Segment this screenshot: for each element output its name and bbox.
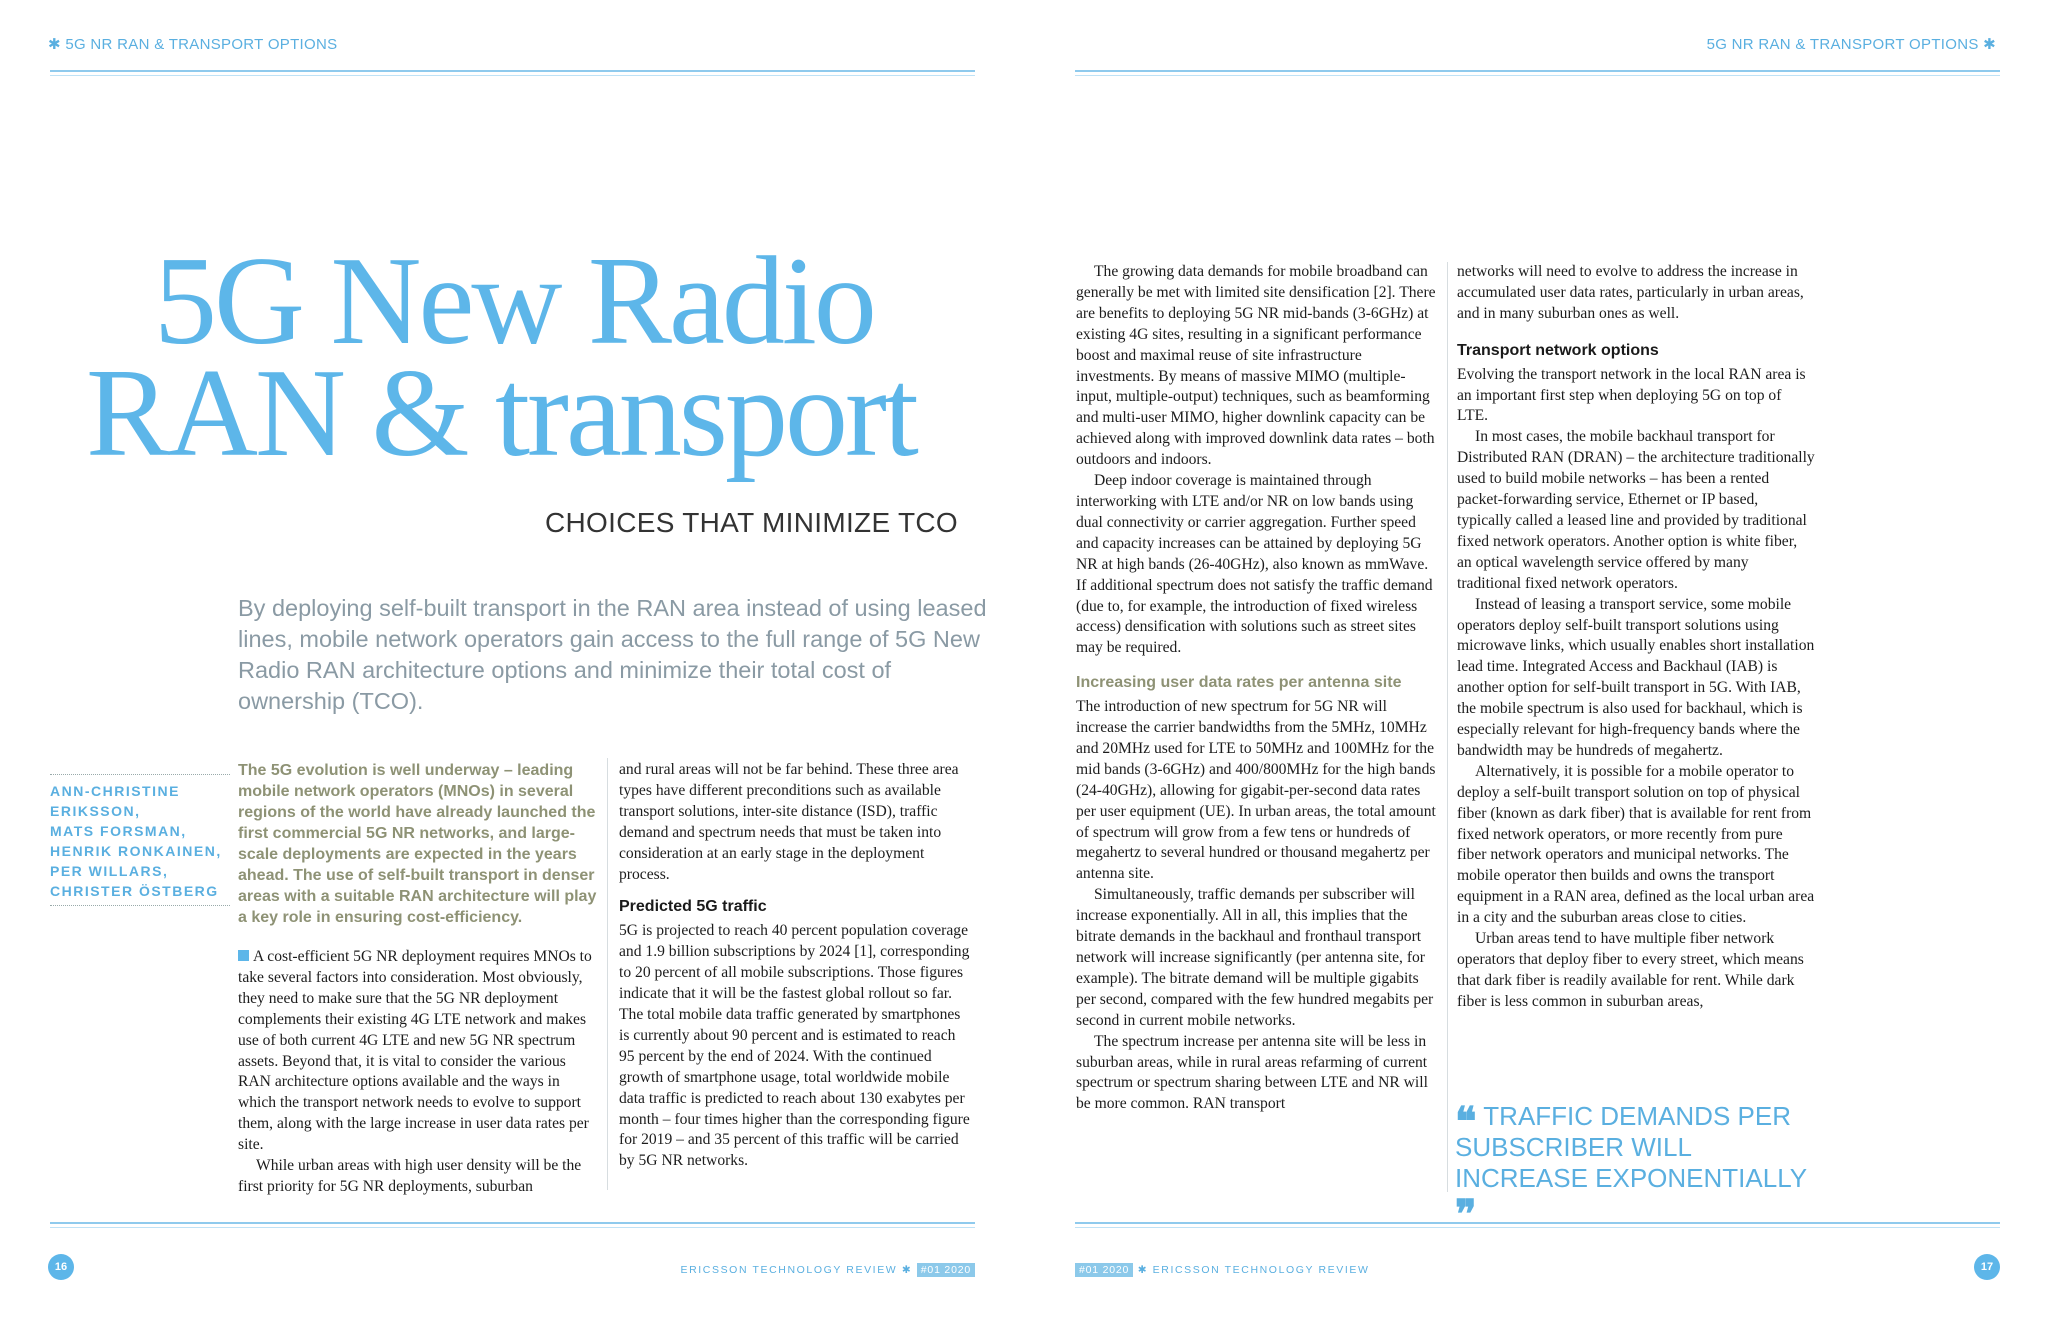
body-paragraph: Alternatively, it is possible for a mobile operator to deploy a self-built transport solution on top of physical fiber (known as dark fiber) that is available for rent from fixed network operators, or more recently from pure fiber network operators and municipal networks. The mobile operator then builds and owns the transport equipment in a RAN area, defined as the local urban area in a city and the suburban areas close to cities.: [1457, 762, 1815, 927]
body-paragraph: Simultaneously, traffic demands per subscriber will increase exponentially. All in all, this implies that the bitrate demands in the backhaul and fronthaul transport network will increase significantly (per antenna site, for example). The bitrate demand will be multiple gigabits per second, compared with the few hundred megabits per second in current mobile networks.: [1076, 886, 1434, 1029]
article-title-line-1: 5G New Radio: [154, 232, 874, 371]
section-marker-icon: [238, 950, 249, 961]
footer-left: [680, 1263, 975, 1277]
body-paragraph: Instead of leasing a transport service, some mobile operators deploy self-built transport solutions using microwave links, which usually enables short installation lead time. Integrated Access and Backhaul (IAB) is another option for self-built transport in 5G. With IAB, the mobile spectrum is also used for backhaul, which is especially relevant for high-frequency bands where the bandwidth may be hundreds of megahertz.: [1457, 595, 1815, 759]
author-line: CHRISTER ÖSTBERG: [50, 883, 219, 899]
pull-quote-text: TRAFFIC DEMANDS PER SUBSCRIBER WILL INCREASE EXPONENTIALLY: [1455, 1101, 1807, 1193]
author-line: MATS FORSMAN,: [50, 823, 187, 839]
body-paragraph: The growing data demands for mobile broadband can generally be met with limited site densification [2]. There are benefits to deploying 5G NR mid-bands (3-6GHz) at existing 4G sites, resulting in a significant performance boost and maximal reuse of site infrastructure investments. By means of massive MIMO (multiple-input, multiple-output) techniques, such as beamforming and multi-user MIMO, higher downlink capacity can be achieved along with improved downlink data rates – both outdoors and indoors.: [1076, 263, 1436, 469]
page-number-right: 17: [1974, 1254, 2000, 1280]
lead-paragraph: By deploying self-built transport in the RAN area instead of using leased lines, mobile network operators gain access to the full range of 5G New Radio RAN architecture options and minimize their total cost of ownership (TCO).: [238, 595, 987, 714]
issue-badge: #01 2020: [1075, 1263, 1133, 1277]
header-rule-right-thin: [1075, 75, 2000, 76]
column-divider: [607, 758, 608, 1190]
body-paragraph: In most cases, the mobile backhaul transport for Distributed RAN (DRAN) – the architecture traditionally used to build mobile networks – has been a rented packet-forwarding service, Ethernet or IP based, typically called a leased line and provided by traditional fixed network operators. Another option is white fiber, an optical wavelength service offered by many traditional fixed network operators.: [1457, 428, 1815, 592]
header-rule-right: [1075, 70, 2000, 72]
body-column-2: [619, 760, 974, 1172]
close-quote-icon: ❞: [1455, 1192, 1477, 1237]
section-heading: Increasing user data rates per antenna site: [1076, 674, 1402, 692]
body-paragraph: The spectrum increase per antenna site will be less in suburban areas, while in rural areas refarming of current spectrum or spectrum sharing between LTE and NR will be more common. RAN transport: [1076, 1032, 1428, 1113]
author-line: ANN-CHRISTINE: [50, 783, 180, 799]
body-paragraph: and rural areas will not be far behind. These three area types have different preconditions such as available transport solutions, inter-site distance (ISD), traffic demand and spectrum needs that must be taken into consideration at an early stage in the deployment process.: [619, 761, 959, 883]
author-list: [50, 770, 230, 906]
body-paragraph: 5G is projected to reach 40 percent population coverage and 1.9 billion subscriptions by 2024 [1], corresponding to 20 percent of all mobile subscriptions. Those figures indicate that it will be the fastest global rollout so far. The total mobile data traffic generated by smartphones is currently about 90 percent and is estimated to reach 95 percent by the end of 2024. With the continued growth of smartphone usage, total worldwide mobile data traffic is predicted to reach about 130 exabytes per month – four times higher than the corresponding figure for 2019 – and 35 percent of this traffic will be carried by 5G NR networks.: [619, 922, 970, 1170]
footer-rule-left-thin: [50, 1227, 975, 1228]
body-paragraph: The introduction of new spectrum for 5G NR will increase the carrier bandwidths from the 5MHz, 10MHz and 20MHz used for LTE to 50MHz and 100MHz for the mid bands (3-6GHz) and 400/800MHz for the high bands (24-40GHz), allowing for gigabit-per-second data rates per user equipment (UE). In urban areas, the total amount of spectrum will grow from a few tens or hundreds of megahertz to several hundred or thousand megahertz per antenna site.: [1076, 698, 1436, 883]
section-heading: Transport network options: [1457, 341, 1659, 359]
publication-name: ERICSSON TECHNOLOGY REVIEW: [680, 1264, 898, 1276]
running-header-left: [48, 35, 337, 53]
publication-name: ERICSSON TECHNOLOGY REVIEW: [1152, 1264, 1370, 1276]
intro-paragraph: The 5G evolution is well underway – leading mobile network operators (MNOs) in several regions of the world have already launched the first commercial 5G NR networks, and large-scale deployments are expected in the years ahead. The use of self-built transport in denser areas with a suitable RAN architecture will play a key role in ensuring cost-efficiency.: [238, 762, 597, 926]
pull-quote: [1455, 1099, 1815, 1237]
body-paragraph: Deep indoor coverage is maintained through interworking with LTE and/or NR on low bands using dual connectivity or carrier aggregation. Further speed and capacity increases can be attained by deploying 5G NR at high bands (26-40GHz), also known as mmWave. If additional spectrum does not satisfy the traffic demand (due to, for example, the introduction of fixed wireless access) densification with solutions such as street sites may be required.: [1076, 472, 1433, 657]
header-rule-left: [50, 70, 975, 72]
header-rule-left-thin: [50, 75, 975, 76]
asterisk-icon: ✱: [1137, 1264, 1149, 1276]
body-column-4: [1457, 262, 1815, 1013]
asterisk-icon: ✱: [1983, 36, 1996, 53]
author-line: PER WILLARS,: [50, 863, 169, 879]
running-header-right: [1707, 35, 1996, 53]
open-quote-icon: ❝: [1455, 1099, 1477, 1144]
article-title: [86, 232, 916, 483]
footer-rule-right-thin: [1075, 1227, 2000, 1228]
footer-rule-right: [1075, 1222, 2000, 1224]
body-column-1: [238, 947, 593, 1198]
asterisk-icon: ✱: [48, 36, 61, 53]
page-number-left: 16: [48, 1254, 74, 1280]
footer-rule-left: [50, 1222, 975, 1224]
section-heading: Predicted 5G traffic: [619, 898, 767, 916]
running-header-left-text: 5G NR RAN & TRANSPORT OPTIONS: [65, 36, 338, 53]
author-line: ERIKSSON,: [50, 803, 141, 819]
issue-badge: #01 2020: [917, 1263, 975, 1277]
body-paragraph: networks will need to evolve to address the increase in accumulated user data rates, particularly in urban areas, and in many suburban ones as well.: [1457, 263, 1804, 322]
footer-right: [1075, 1263, 1370, 1277]
running-header-right-text: 5G NR RAN & TRANSPORT OPTIONS: [1706, 36, 1979, 53]
body-paragraph: Evolving the transport network in the local RAN area is an important first step when deploying 5G on top of LTE.: [1457, 365, 1806, 425]
body-column-3: [1076, 262, 1436, 1115]
body-paragraph: Urban areas tend to have multiple fiber network operators that deploy fiber to every street, which means that dark fiber is readily available for rent. While dark fiber is less common in suburban areas,: [1457, 930, 1804, 1010]
article-title-line-2: RAN & transport: [86, 344, 916, 483]
body-paragraph: A cost-efficient 5G NR deployment requires MNOs to take several factors into consideration. Most obviously, they need to make sure that the 5G NR deployment complements their existing 4G LTE network and makes use of both current 4G LTE and new 5G NR spectrum assets. Beyond that, it is vital to consider the various RAN architecture options available and the ways in which the transport network needs to evolve to support them, along with the large increase in user data rates per site.: [238, 948, 592, 1154]
author-line: HENRIK RONKAINEN,: [50, 843, 222, 859]
column-divider: [1447, 262, 1448, 1192]
asterisk-icon: ✱: [901, 1264, 913, 1276]
body-paragraph: While urban areas with high user density will be the first priority for 5G NR deployments, suburban: [238, 1157, 582, 1195]
article-subtitle: CHOICES THAT MINIMIZE TCO: [545, 507, 959, 538]
